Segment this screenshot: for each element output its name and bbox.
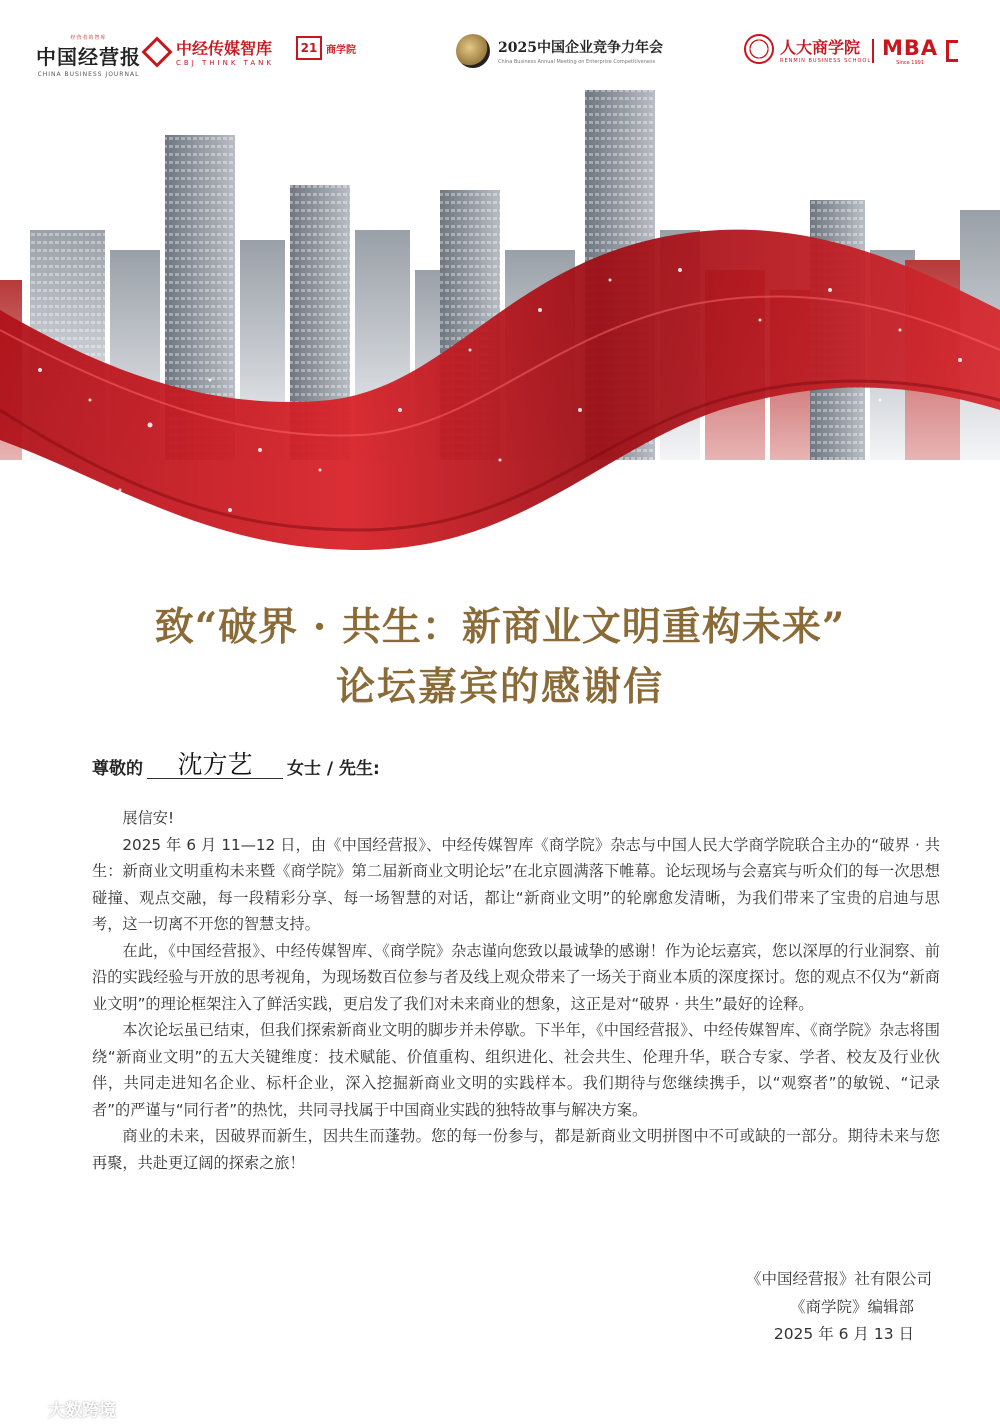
cbj-logo-tagline: 经营者的智库 [70,35,107,41]
divider [872,39,874,63]
rbs-name: 人大商学院 [780,37,861,57]
watermark-logo-icon [20,1402,42,1416]
rbs-logo [744,34,871,64]
greeting-prefix: 尊敬的 [92,759,143,779]
guest-name: 沈方艺 [147,752,283,779]
signature-block [746,1266,932,1349]
forum-logo [456,34,663,68]
rbs-sub: RENMIN BUSINESS SCHOOL [780,57,872,64]
shangxueyuan-logo [296,36,356,60]
cbj-logo-sub: CHINA BUSINESS JOURNAL [37,71,140,78]
forum-sub: China Business Annual Meeting on Enterprise Competitiveness [498,59,656,65]
think-tank-name: 中经传媒智库 [176,39,273,58]
signature-org2: 《商学院》编辑部 [789,1297,914,1316]
watermark-text: 大数跨境 [48,1401,116,1421]
mba-sub: Since 1991 [896,60,925,66]
letter-title-line2: 论坛嘉宾的感谢信 [335,664,664,710]
globe-icon [456,34,490,68]
diamond-icon [141,36,172,67]
logo-bar [0,20,1000,80]
signature-date: 2025 年 6 月 13 日 [773,1325,914,1343]
body-paragraph: 商业的未来，因破界而新生，因共生而蓬勃。您的每一份参与，都是新商业文明拼图中不可或缺的一部分。期待未来与您再聚，共赴更辽阔的探索之旅！ [92,1127,940,1172]
shangxueyuan-name: 商学院 [326,44,356,56]
body-paragraph: 本次论坛虽已结束，但我们探索新商业文明的脚步并未停歇。下半年，《中国经营报》、中经传媒智库、《商学院》杂志将围绕“新商业文明”的五大关键维度：技术赋能、价值重构、组织进化、社会共生、伦理升华，联合专家、学者、校友及行业伙伴，共同走进知名企业、标杆企业，深入挖掘新商业文明的实践样本。我们期待与您继续携手，以“观察者”的敏锐、“记录者”的严谨与“同行者”的热忱，共同寻找属于中国商业实践的独特故事与解决方案。 [92,1021,940,1119]
seal-icon [744,34,774,64]
cbj-logo [36,34,141,78]
watermark [20,1396,116,1421]
letter-body [92,805,940,1176]
book-icon: 21 [296,36,322,60]
body-paragraph: 展信安! [122,809,175,827]
letter-title-line1: 致“破界 · 共生：新商业文明重构未来” [154,604,846,650]
body-paragraph: 2025 年 6 月 11—12 日，由《中国经营报》、中经传媒智库《商学院》杂志与中国人民大学商学院联合主办的“破界 · 共生：新商业文明重构未来暨《商学院》第二届新商业文明论坛”在北京圆满落下帷幕。论坛现场与会嘉宾与听众们的每一次思想碰撞、观点交融，每一段精彩分享、每一场智慧的对话，都让“新商业文明”的轮廓愈发清晰，为我们带来了宝贵的启迪与思考，这一切离不开您的智慧支持。 [92,835,940,933]
hero-skyline-ribbon-image [0,80,1000,600]
think-tank-logo [146,36,274,67]
greeting-suffix: 女士 / 先生: [287,759,380,779]
mba-logo [872,36,958,66]
partial-logo-icon [946,40,958,62]
forum-name: 2025中国企业竞争力年会 [498,40,663,56]
signature-org1: 《中国经营报》社有限公司 [745,1270,932,1288]
think-tank-sub: CBJ THINK TANK [176,59,274,67]
mba-name: MBA [882,36,939,60]
cbj-logo-name: 中国经营报 [36,45,141,69]
greeting [92,752,380,779]
body-paragraph: 在此，《中国经营报》、中经传媒智库、《商学院》杂志谨向您致以最诚挚的感谢！作为论坛嘉宾，您以深厚的行业洞察、前沿的实践经验与开放的思考视角，为现场数百位参与者及线上观众带来了一场关于商业本质的深度探讨。您的观点不仅为“新商业文明”的理论框架注入了鲜活实践，更启发了我们对未来商业的想象，这正是对“破界 · 共生”最好的诠释。 [92,941,940,1013]
